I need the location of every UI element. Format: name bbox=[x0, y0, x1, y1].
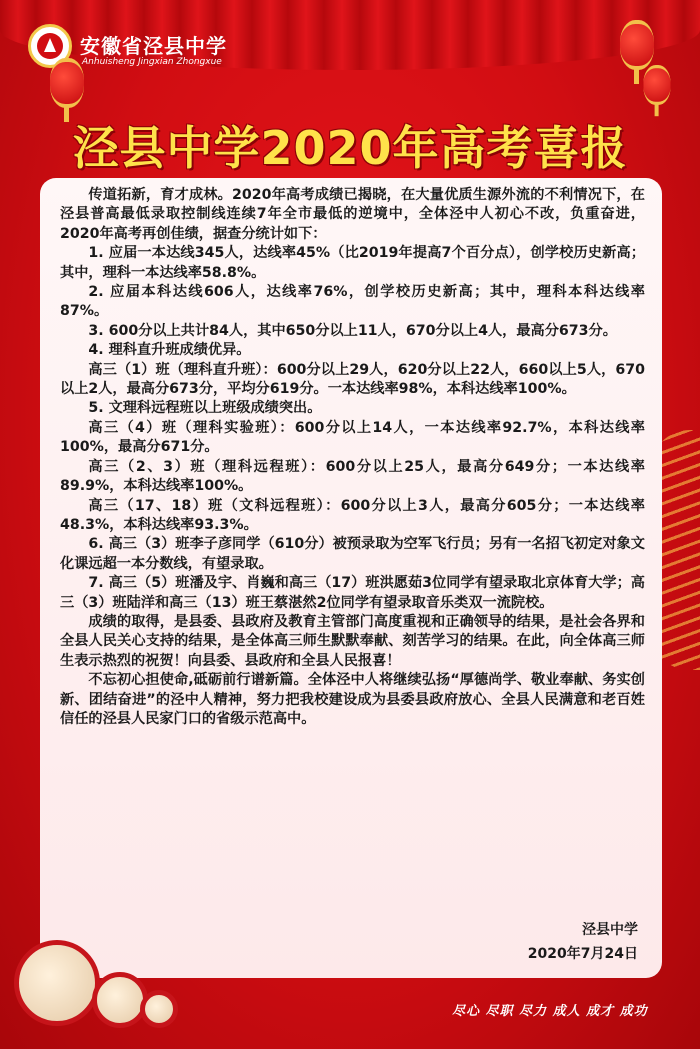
school-name-en: Anhuisheng Jingxian Zhongxue bbox=[82, 57, 222, 67]
paragraph-thanks: 成绩的取得，是县委、县政府及教育主管部门高度重视和正确领导的结果，是社会各界和全县人民关心支持的结果，是全体高三师生默默奉献、刻苦学习的结果。在此，向全体高三师生表示热烈的祝贺！向县委、县政府和全县人民报喜！ bbox=[60, 613, 645, 669]
drum-large-icon bbox=[14, 940, 100, 1026]
school-name-cn: 安徽省泾县中学 bbox=[80, 34, 227, 58]
signature: 泾县中学 bbox=[582, 922, 638, 938]
signature-block bbox=[528, 918, 638, 966]
page-title: 泾县中学2020年高考喜报 bbox=[72, 121, 628, 175]
paragraph-item-3: 3. 600分以上共计84人，其中650分以上11人，670分以上4人，最高分673分。 bbox=[88, 322, 617, 339]
date: 2020年7月24日 bbox=[527, 946, 638, 962]
paragraph-item-7: 7. 高三（5）班潘及宇、肖巍和高三（17）班洪愿茹3位同学有望录取北京体育大学；高三（3）班陆洋和高三（13）班王蔡湛然2位同学有望录取音乐类双一流院校。 bbox=[60, 575, 645, 611]
paragraph-item-1: 1. 应届一本达线345人，达线率45%（比2019年提高7个百分点），创学校历史新高；其中，理科一本达线率58.8%。 bbox=[60, 245, 645, 281]
paragraph-closing: 不忘初心担使命,砥砺前行谱新篇。全体泾中人将继续弘扬“厚德尚学、敬业奉献、务实创新、团结奋进”的泾中人精神，努力把我校建设成为县委县政府放心、全县人民满意和老百姓信任的泾县人民家门口的省级示范高中。 bbox=[60, 672, 645, 727]
paragraph-class-4: 高三（4）班（理科实验班）：600分以上14人，一本达线率92.7%，本科达线率100%，最高分671分。 bbox=[60, 419, 645, 456]
paragraph-item-6: 6. 高三（3）班李子彦同学（610分）被预录取为空军飞行员；另有一名招飞初定对象文化课远超一本分数线，有望录取。 bbox=[60, 536, 645, 572]
paragraph-class-2-3: 高三（2、3）班（理科远程班）：600分以上25人，最高分649分；一本达线率89.9%，本科达线率100%。 bbox=[60, 458, 645, 495]
paragraph-class-17-18: 高三（17、18）班（文科远程班）：600分以上3人，最高分605分；一本达线率48.3%，本科达线率93.3%。 bbox=[60, 497, 645, 533]
lantern-left-icon bbox=[50, 58, 84, 108]
paragraph-item-4: 4. 理科直升班成绩优异。 bbox=[88, 342, 251, 359]
paragraph-item-2: 2. 应届本科达线606人，达线率76%，创学校历史新高；其中，理科本科达线率87%。 bbox=[60, 284, 645, 320]
paragraph-intro: 传道拓新，育才成林。2020年高考成绩已揭晓，在大量优质生源外流的不利情况下，在泾县普高最低录取控制线连续7年全市最低的逆境中，全体泾中人初心不改，负重奋进，2020年高考再创佳绩，据查分统计如下： bbox=[60, 187, 645, 242]
paragraph-class-1: 高三（1）班（理科直升班）：600分以上29人，620分以上22人，660以上5人，670以上2人，最高分673分，平均分619分。一本达线率98%，本科达线率100%。 bbox=[60, 361, 645, 398]
lantern-right-small-icon bbox=[643, 65, 670, 105]
paragraph-item-5: 5. 文理科远程班以上班级成绩突出。 bbox=[88, 400, 322, 417]
lantern-right-icon bbox=[620, 20, 654, 70]
drum-medium-icon bbox=[92, 972, 148, 1028]
drum-small-icon bbox=[140, 990, 178, 1028]
footer-slogan: 尽心 尽职 尽力 成人 成才 成功 bbox=[452, 1004, 648, 1019]
announcement-body bbox=[60, 186, 645, 729]
